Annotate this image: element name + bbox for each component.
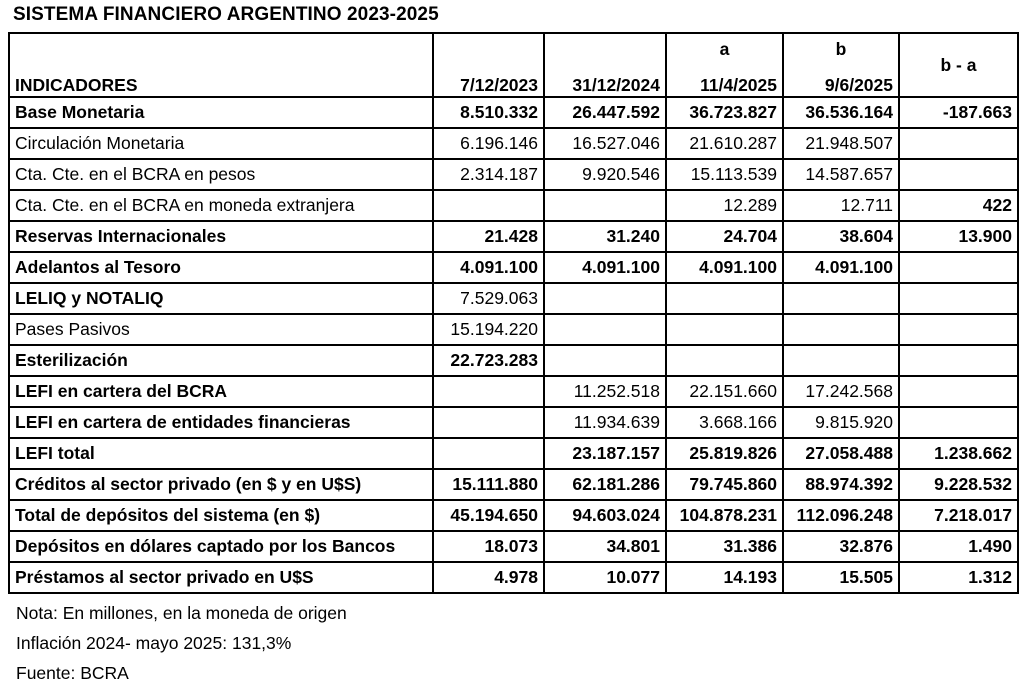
- row-value-col-4: 38.604: [783, 221, 899, 252]
- row-label: Circulación Monetaria: [9, 128, 433, 159]
- header-col-2-date: 31/12/2024: [572, 75, 660, 95]
- row-diff: 1.490: [899, 531, 1018, 562]
- table-row: [9, 97, 1018, 128]
- row-value-col-3: 36.723.827: [666, 97, 783, 128]
- row-value-col-1: 4.091.100: [433, 252, 544, 283]
- row-value-col-2: 26.447.592: [544, 97, 666, 128]
- row-label: Préstamos al sector privado en U$S: [9, 562, 433, 593]
- row-value-col-2: 31.240: [544, 221, 666, 252]
- row-label: Cta. Cte. en el BCRA en pesos: [9, 159, 433, 190]
- row-value-col-1: [433, 438, 544, 469]
- row-value-col-3: 79.745.860: [666, 469, 783, 500]
- row-diff: -187.663: [899, 97, 1018, 128]
- table-row: [9, 345, 1018, 376]
- row-value-col-1: 45.194.650: [433, 500, 544, 531]
- header-col-3: [666, 33, 783, 97]
- row-diff: 1.312: [899, 562, 1018, 593]
- row-label: Total de depósitos del sistema (en $): [9, 500, 433, 531]
- row-value-col-4: 112.096.248: [783, 500, 899, 531]
- row-value-col-4: [783, 314, 899, 345]
- row-diff: [899, 128, 1018, 159]
- row-diff: 13.900: [899, 221, 1018, 252]
- row-label: Base Monetaria: [9, 97, 433, 128]
- row-diff: 9.228.532: [899, 469, 1018, 500]
- row-value-col-1: 22.723.283: [433, 345, 544, 376]
- table-row: [9, 500, 1018, 531]
- row-diff: [899, 345, 1018, 376]
- row-label: LEFI en cartera del BCRA: [9, 376, 433, 407]
- row-value-col-2: 34.801: [544, 531, 666, 562]
- row-value-col-3: 25.819.826: [666, 438, 783, 469]
- row-value-col-2: 9.920.546: [544, 159, 666, 190]
- row-value-col-1: 15.111.880: [433, 469, 544, 500]
- row-value-col-1: 4.978: [433, 562, 544, 593]
- row-diff: [899, 407, 1018, 438]
- table-row: [9, 159, 1018, 190]
- table-row: [9, 128, 1018, 159]
- row-value-col-3: [666, 283, 783, 314]
- header-col-1-date: 7/12/2023: [460, 75, 538, 95]
- row-value-col-2: 23.187.157: [544, 438, 666, 469]
- row-label: Cta. Cte. en el BCRA en moneda extranjera: [9, 190, 433, 221]
- row-label: LEFI total: [9, 438, 433, 469]
- row-value-col-4: 88.974.392: [783, 469, 899, 500]
- row-value-col-4: 36.536.164: [783, 97, 899, 128]
- row-value-col-4: 17.242.568: [783, 376, 899, 407]
- row-value-col-4: 4.091.100: [783, 252, 899, 283]
- row-value-col-1: [433, 190, 544, 221]
- header-col-3-letter: a: [719, 39, 730, 59]
- row-value-col-2: 62.181.286: [544, 469, 666, 500]
- row-value-col-4: 14.587.657: [783, 159, 899, 190]
- row-label: LEFI en cartera de entidades financieras: [9, 407, 433, 438]
- row-value-col-3: 3.668.166: [666, 407, 783, 438]
- row-value-col-3: 4.091.100: [666, 252, 783, 283]
- row-label: Créditos al sector privado (en $ y en U$S): [9, 469, 433, 500]
- table-row: [9, 438, 1018, 469]
- row-value-col-1: 7.529.063: [433, 283, 544, 314]
- row-value-col-3: [666, 345, 783, 376]
- header-col-4-date: 9/6/2025: [824, 75, 893, 95]
- notes-block: [16, 598, 347, 688]
- row-value-col-3: [666, 314, 783, 345]
- row-value-col-1: 21.428: [433, 221, 544, 252]
- row-value-col-4: 15.505: [783, 562, 899, 593]
- row-diff: [899, 314, 1018, 345]
- row-value-col-1: [433, 407, 544, 438]
- table-row: [9, 562, 1018, 593]
- row-label: Adelantos al Tesoro: [9, 252, 433, 283]
- row-value-col-4: 9.815.920: [783, 407, 899, 438]
- table-row: [9, 252, 1018, 283]
- row-value-col-2: 11.252.518: [544, 376, 666, 407]
- table-row: [9, 221, 1018, 252]
- row-value-col-4: 12.711: [783, 190, 899, 221]
- row-diff: 422: [899, 190, 1018, 221]
- table-row: [9, 469, 1018, 500]
- row-value-col-4: [783, 345, 899, 376]
- note-inflation: Inflación 2024- mayo 2025: 131,3%: [16, 633, 292, 653]
- row-value-col-2: [544, 283, 666, 314]
- row-value-col-4: 32.876: [783, 531, 899, 562]
- header-diff: b - a: [899, 33, 1018, 97]
- table-row: [9, 190, 1018, 221]
- row-diff: [899, 159, 1018, 190]
- row-value-col-2: 4.091.100: [544, 252, 666, 283]
- row-value-col-3: 21.610.287: [666, 128, 783, 159]
- note-units: Nota: En millones, en la moneda de origen: [16, 603, 347, 623]
- row-value-col-1: 15.194.220: [433, 314, 544, 345]
- row-value-col-3: 104.878.231: [666, 500, 783, 531]
- table-row: [9, 531, 1018, 562]
- header-col-4: [783, 33, 899, 97]
- row-value-col-3: 14.193: [666, 562, 783, 593]
- row-value-col-3: 24.704: [666, 221, 783, 252]
- header-col-4-letter: b: [835, 39, 847, 59]
- row-value-col-1: 2.314.187: [433, 159, 544, 190]
- row-value-col-3: 12.289: [666, 190, 783, 221]
- row-value-col-3: 15.113.539: [666, 159, 783, 190]
- row-label: Pases Pasivos: [9, 314, 433, 345]
- row-value-col-3: 31.386: [666, 531, 783, 562]
- row-diff: 1.238.662: [899, 438, 1018, 469]
- row-diff: [899, 376, 1018, 407]
- table-row: [9, 314, 1018, 345]
- financial-indicators-table: [8, 32, 1019, 594]
- row-value-col-2: 94.603.024: [544, 500, 666, 531]
- row-value-col-2: 16.527.046: [544, 128, 666, 159]
- document-title: SISTEMA FINANCIERO ARGENTINO 2023-2025: [13, 4, 439, 25]
- note-source: Fuente: BCRA: [16, 663, 129, 683]
- header-col-2: [544, 33, 666, 97]
- header-col-3-date: 11/4/2025: [700, 75, 777, 95]
- row-value-col-3: 22.151.660: [666, 376, 783, 407]
- header-col-1: [433, 33, 544, 97]
- header-row: [9, 33, 1018, 97]
- row-value-col-1: 8.510.332: [433, 97, 544, 128]
- row-value-col-1: 18.073: [433, 531, 544, 562]
- row-value-col-4: 27.058.488: [783, 438, 899, 469]
- row-label: Depósitos en dólares captado por los Bancos: [9, 531, 433, 562]
- table-row: [9, 376, 1018, 407]
- row-value-col-4: 21.948.507: [783, 128, 899, 159]
- row-value-col-4: [783, 283, 899, 314]
- row-value-col-2: [544, 345, 666, 376]
- table-row: [9, 283, 1018, 314]
- row-value-col-2: 10.077: [544, 562, 666, 593]
- row-value-col-2: 11.934.639: [544, 407, 666, 438]
- row-diff: [899, 252, 1018, 283]
- row-value-col-1: 6.196.146: [433, 128, 544, 159]
- header-indicadores: INDICADORES: [9, 33, 433, 97]
- row-diff: 7.218.017: [899, 500, 1018, 531]
- row-label: LELIQ y NOTALIQ: [9, 283, 433, 314]
- row-value-col-1: [433, 376, 544, 407]
- row-label: Reservas Internacionales: [9, 221, 433, 252]
- row-value-col-2: [544, 314, 666, 345]
- row-value-col-2: [544, 190, 666, 221]
- row-diff: [899, 283, 1018, 314]
- row-label: Esterilización: [9, 345, 433, 376]
- table-row: [9, 407, 1018, 438]
